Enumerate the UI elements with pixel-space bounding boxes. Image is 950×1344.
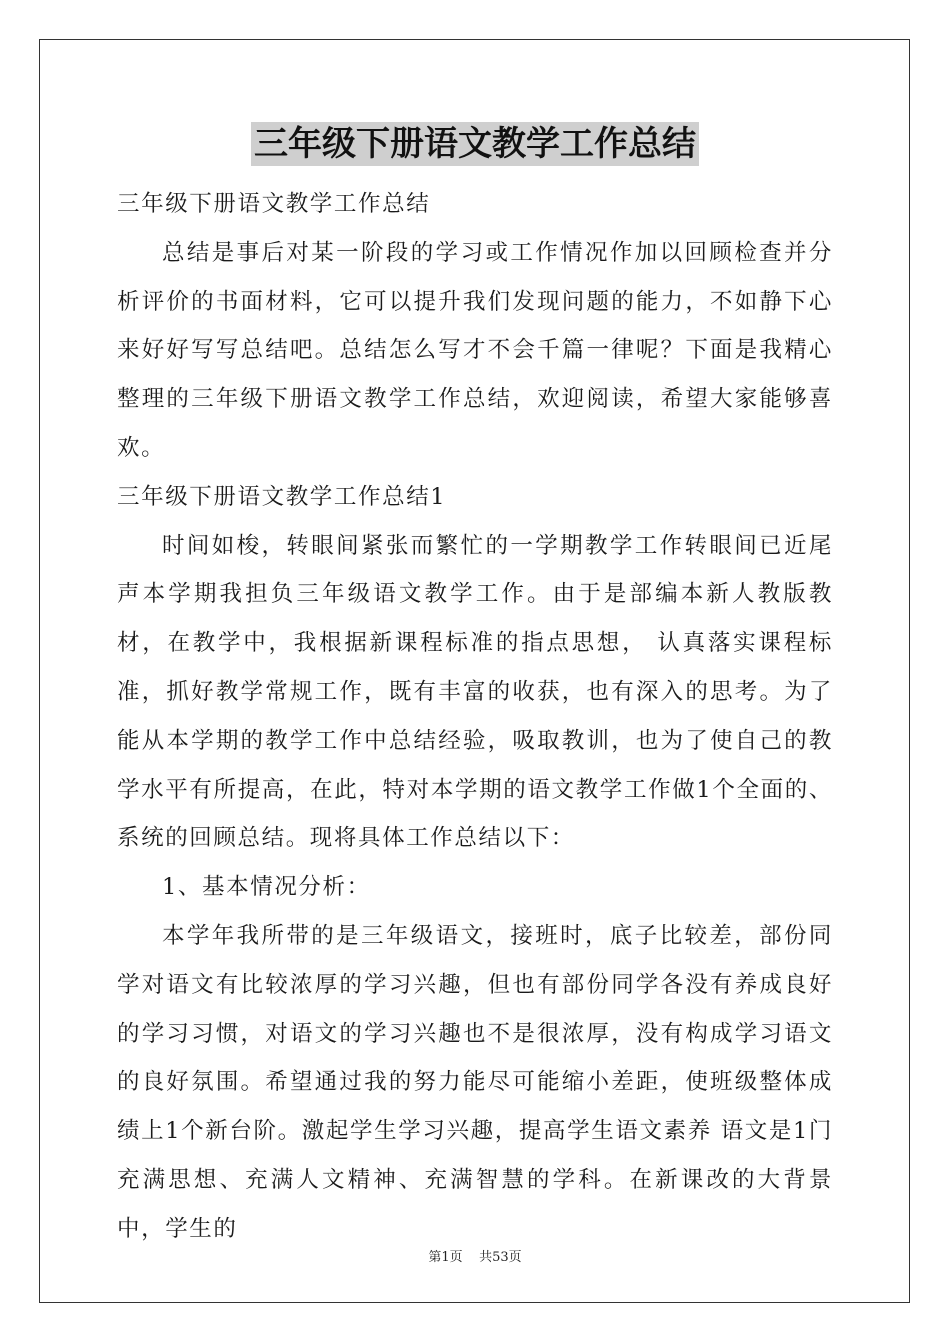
title-wrapper bbox=[0, 122, 950, 166]
body-paragraph: 时间如梭，转眼间紧张而繁忙的一学期教学工作转眼间已近尾声本学期我担负三年级语文教学工作。由于是部编本新人教版教材，在教学中，我根据新课程标准的指点思想， 认真落实课程标准，抓好教学常规工作，既有丰富的收获，也有深入的思考。为了能从本学期的教学工作中总结经验，吸取教训，也为了使自己的教学水平有所提高，在此，特对本学期的语文教学工作做1个全面的、系统的回顾总结。现将具体工作总结以下： bbox=[117, 532, 833, 852]
page-total: 共53页 bbox=[479, 1250, 522, 1265]
document-body bbox=[117, 180, 833, 1254]
page-footer bbox=[0, 1246, 950, 1265]
section-heading: 三年级下册语文教学工作总结1 bbox=[117, 483, 447, 510]
intro-paragraph: 总结是事后对某一阶段的学习或工作情况作加以回顾检查并分析评价的书面材料，它可以提升我们发现问题的能力，不如静下心来好好写写总结吧。总结怎么写才不会千篇一律呢？下面是我精心整理的三年级下册语文教学工作总结，欢迎阅读，希望大家能够喜欢。 bbox=[117, 239, 833, 461]
document-title: 三年级下册语文教学工作总结 bbox=[251, 122, 699, 166]
subtitle-paragraph: 三年级下册语文教学工作总结 bbox=[117, 191, 431, 217]
subsection-heading: 1、基本情况分析： bbox=[162, 874, 371, 901]
page-number: 第1页 bbox=[428, 1250, 463, 1265]
body-paragraph: 本学年我所带的是三年级语文，接班时，底子比较差，部份同学对语文有比较浓厚的学习兴趣，但也有部份同学各没有养成良好的学习习惯，对语文的学习兴趣也不是很浓厚，没有构成学习语文的良好氛围。希望通过我的努力能尽可能缩小差距，使班级整体成绩上1个新台阶。激起学生学习兴趣，提高学生语文素养 语文是1门充满思想、充满人文精神、充满智慧的学科。在新课改的大背景中，学生的 bbox=[117, 922, 833, 1242]
